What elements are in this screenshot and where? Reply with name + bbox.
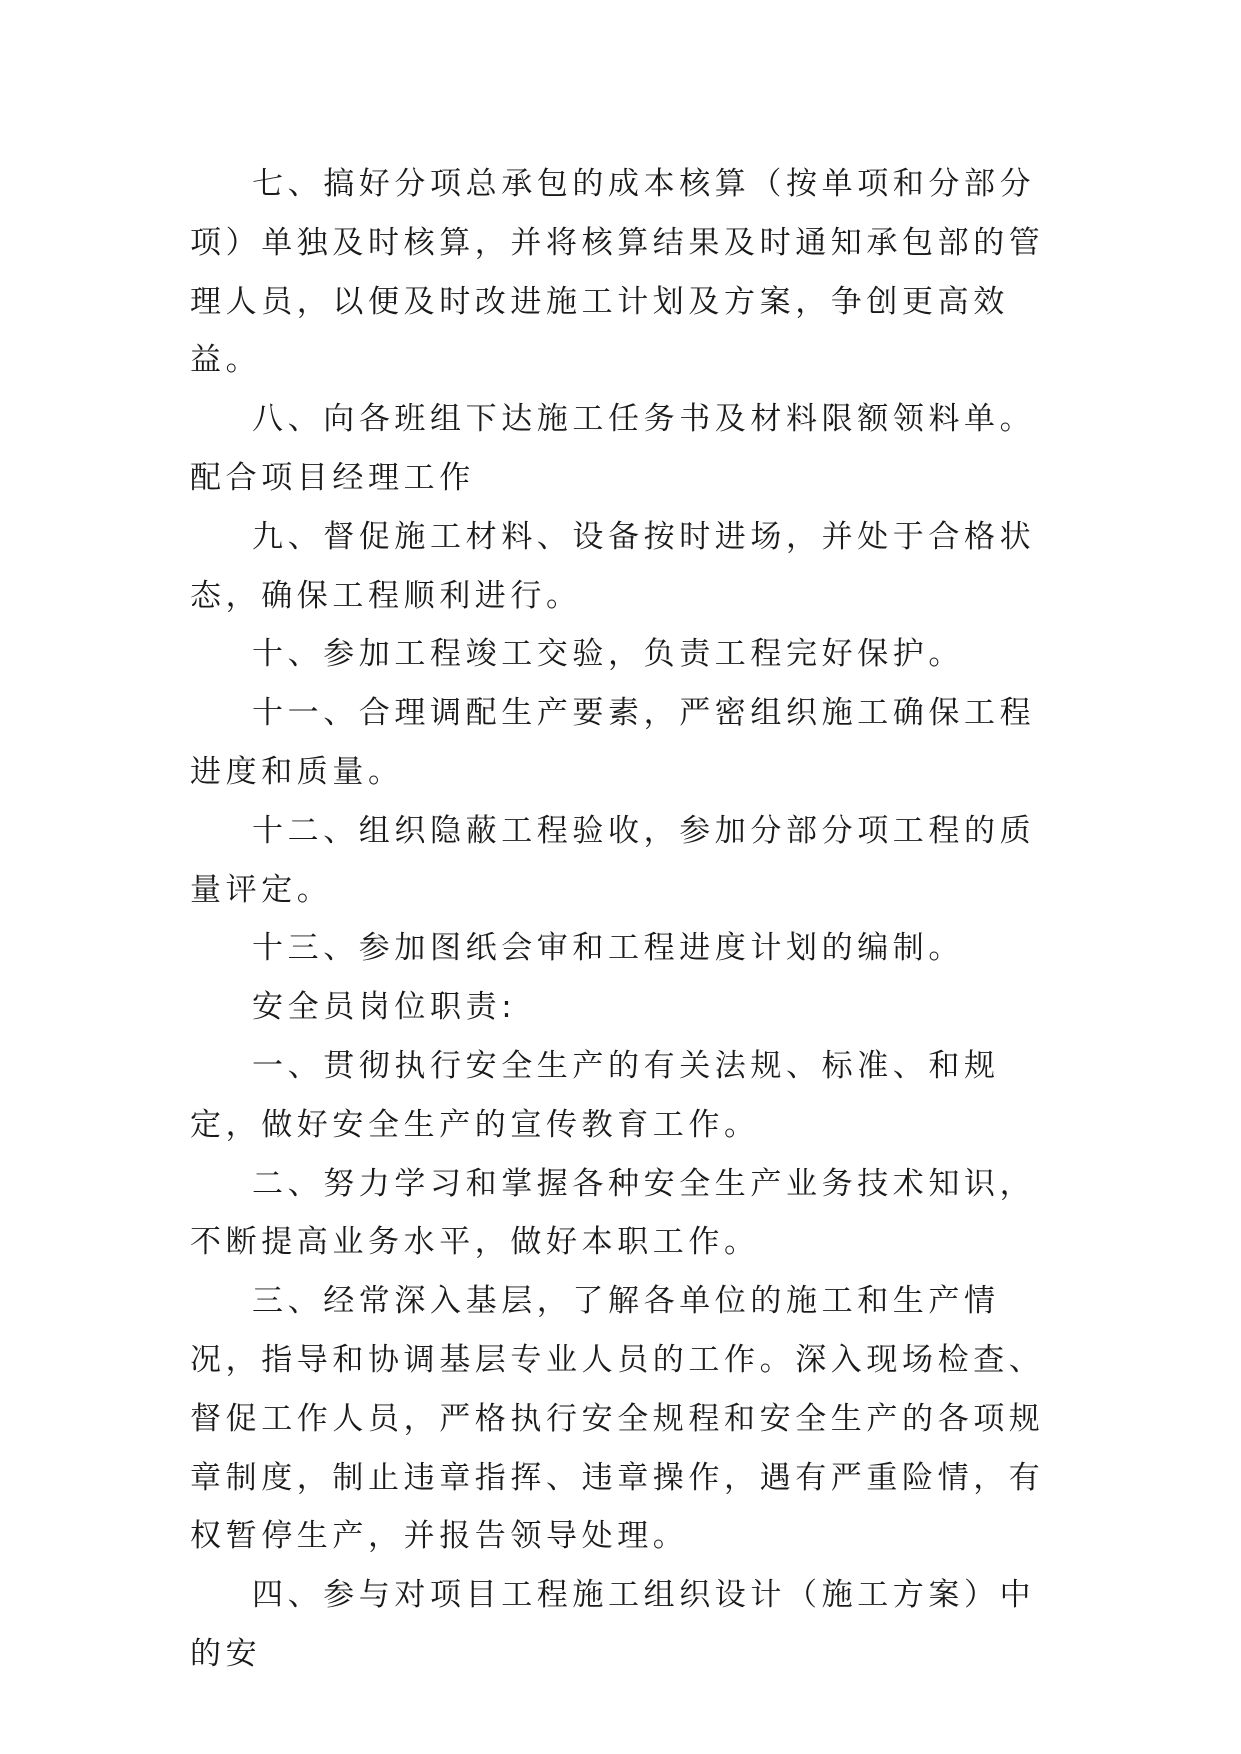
paragraph-item-11: 十一、合理调配生产要素，严密组织施工确保工程进度和质量。 xyxy=(190,695,1036,790)
safety-duty-2: 二、努力学习和掌握各种安全生产业务技术知识，不断提高业务水平，做好本职工作。 xyxy=(190,1165,1036,1261)
section-heading-safety-officer: 安全员岗位职责: xyxy=(252,989,517,1026)
safety-duty-1: 一、贯彻执行安全生产的有关法规、标准、和规定，做好安全生产的宣传教育工作。 xyxy=(190,1047,1000,1143)
paragraph-item-8: 八、向各班组下达施工任务书及材料限额领料单。配合项目经理工作 xyxy=(190,401,1036,496)
document-body xyxy=(190,155,1050,1684)
paragraph-item-7: 七、搞好分项总承包的成本核算（按单项和分部分项）单独及时核算，并将核算结果及时通知承包部的管理人员，以便及时改进施工计划及方案，争创更高效益。 xyxy=(190,166,1045,379)
paragraph-item-12: 十二、组织隐蔽工程验收，参加分部分项工程的质量评定。 xyxy=(190,812,1036,908)
safety-duty-3: 三、经常深入基层，了解各单位的施工和生产情况，指导和协调基层专业人员的工作。深入现场检查、督促工作人员，严格执行安全规程和安全生产的各项规章制度，制止违章指挥、违章操作，遇有严重险情，有权暂停生产，并报告领导处理。 xyxy=(190,1283,1045,1555)
safety-duty-4: 四、参与对项目工程施工组织设计（施工方案）中的安 xyxy=(190,1577,1036,1672)
paragraph-item-10: 十、参加工程竣工交验，负责工程完好保护。 xyxy=(252,636,964,673)
paragraph-item-13: 十三、参加图纸会审和工程进度计划的编制。 xyxy=(252,930,964,967)
paragraph-item-9: 九、督促施工材料、设备按时进场，并处于合格状态，确保工程顺利进行。 xyxy=(190,518,1036,614)
